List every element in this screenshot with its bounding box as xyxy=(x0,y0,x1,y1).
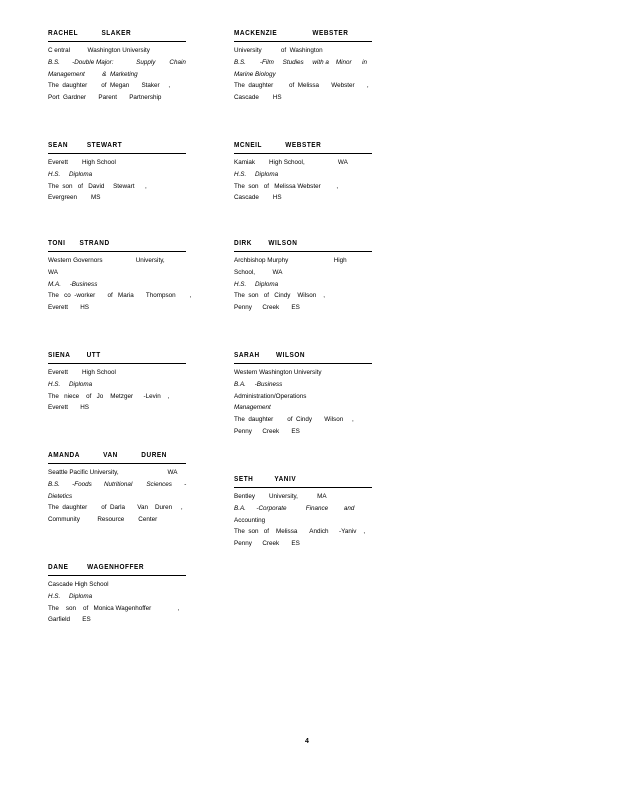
entry-line: The niece of Jo Metzger -Levin , xyxy=(48,392,170,400)
entry-line: The daughter of Darla Van Duren , xyxy=(48,504,183,512)
entry-name: TONI STRAND xyxy=(48,240,186,252)
alumni-entry xyxy=(234,352,384,438)
alumni-entry xyxy=(48,352,198,414)
entry-name: SARAH WILSON xyxy=(234,352,372,364)
entry-line: Management xyxy=(234,404,271,412)
entry-line: Port Gardner Parent Partnership xyxy=(48,94,162,102)
page-number: 4 xyxy=(305,738,309,745)
entry-name: AMANDA VAN DUREN xyxy=(48,452,186,464)
entry-name: DIRK WILSON xyxy=(234,240,372,252)
entry-name: MACKENZIE WEBSTER xyxy=(234,30,372,42)
entry-line: The son of Melissa Andich -Yaniv , xyxy=(234,528,366,536)
entry-name: SEAN STEWART xyxy=(48,142,186,154)
entry-line: M.A. -Business xyxy=(48,280,98,288)
entry-line: Cascade HS xyxy=(234,94,282,102)
alumni-entry xyxy=(48,452,198,526)
entry-line: Archbishop Murphy High xyxy=(234,257,347,264)
entry-line: B.S. -Foods Nutritional Sciences - xyxy=(48,480,187,488)
entry-name: SIENA UTT xyxy=(48,352,186,364)
alumni-entry xyxy=(234,30,384,104)
alumni-entry xyxy=(234,240,384,314)
alumni-entry xyxy=(234,476,384,550)
entry-line: Accounting xyxy=(234,516,266,524)
entry-line: School, WA xyxy=(234,268,283,276)
entry-line: C entral Washington University xyxy=(48,47,150,54)
entry-line: Cascade HS xyxy=(234,194,282,202)
alumni-entry xyxy=(48,240,198,314)
entry-line: Western Washington University xyxy=(234,369,322,376)
entry-line: H.S. Diploma xyxy=(48,170,93,178)
entry-line: Penny Creek ES xyxy=(234,427,300,435)
entry-name: RACHEL SLAKER xyxy=(48,30,186,42)
entry-line: Penny Creek ES xyxy=(234,304,300,312)
entry-line: Community Resource Center xyxy=(48,516,158,524)
entry-line: B.S. -Film Studies with a Minor in xyxy=(234,58,367,66)
entry-line: The daughter of Megan Staker , xyxy=(48,82,171,90)
entry-line: Management & Marketing xyxy=(48,70,138,78)
entry-name: MCNEIL WEBSTER xyxy=(234,142,372,154)
entry-line: Western Governors University, xyxy=(48,257,165,264)
entry-name: SETH YANIV xyxy=(234,476,372,488)
entry-line: Kamiak High School, WA xyxy=(234,159,348,166)
entry-line: WA xyxy=(48,268,58,276)
entry-line: The daughter of Melissa Webster , xyxy=(234,82,369,90)
alumni-entry xyxy=(48,30,198,104)
entry-line: The son of Melissa Webster , xyxy=(234,182,339,190)
entry-line: University of Washington xyxy=(234,47,323,54)
entry-name: DANE WAGENHOFFER xyxy=(48,564,186,576)
entry-line: Garfield ES xyxy=(48,616,91,624)
entry-line: Administration/Operations xyxy=(234,392,307,400)
entry-line: Everett HS xyxy=(48,304,89,312)
entry-line: The co -worker of Maria Thompson , xyxy=(48,292,192,300)
entry-line: Penny Creek ES xyxy=(234,540,300,548)
entry-line: Bentley University, MA xyxy=(234,493,327,500)
entry-line: H.S. Diploma xyxy=(234,170,279,178)
entry-line: B.A. -Business xyxy=(234,380,283,388)
entry-line: Dietetics xyxy=(48,492,73,500)
alumni-entry xyxy=(48,142,198,204)
alumni-entry xyxy=(48,564,198,626)
entry-line: H.S. Diploma xyxy=(48,380,93,388)
entry-line: The son of David Stewart , xyxy=(48,182,147,190)
entry-line: Everett High School xyxy=(48,369,116,376)
entry-line: H.S. Diploma xyxy=(234,280,279,288)
entry-line: Seattle Pacific University, WA xyxy=(48,469,178,476)
entry-line: H.S. Diploma xyxy=(48,592,93,600)
entry-line: The daughter of Cindy Wilson , xyxy=(234,416,354,424)
entry-line: The son of Cindy Wilson , xyxy=(234,292,325,300)
entry-line: B.S. -Double Major: Supply Chain xyxy=(48,58,186,66)
alumni-entry xyxy=(234,142,384,204)
entry-line: Everett High School xyxy=(48,159,116,166)
entry-line: Cascade High School xyxy=(48,581,109,588)
entry-line: Everett HS xyxy=(48,404,89,412)
entry-line: B.A. -Corporate Finance and xyxy=(234,504,355,512)
entry-line: The son of Monica Wagenhoffer , xyxy=(48,604,180,612)
entry-line: Evergreen MS xyxy=(48,194,101,202)
entry-line: Marine Biology xyxy=(234,70,276,78)
